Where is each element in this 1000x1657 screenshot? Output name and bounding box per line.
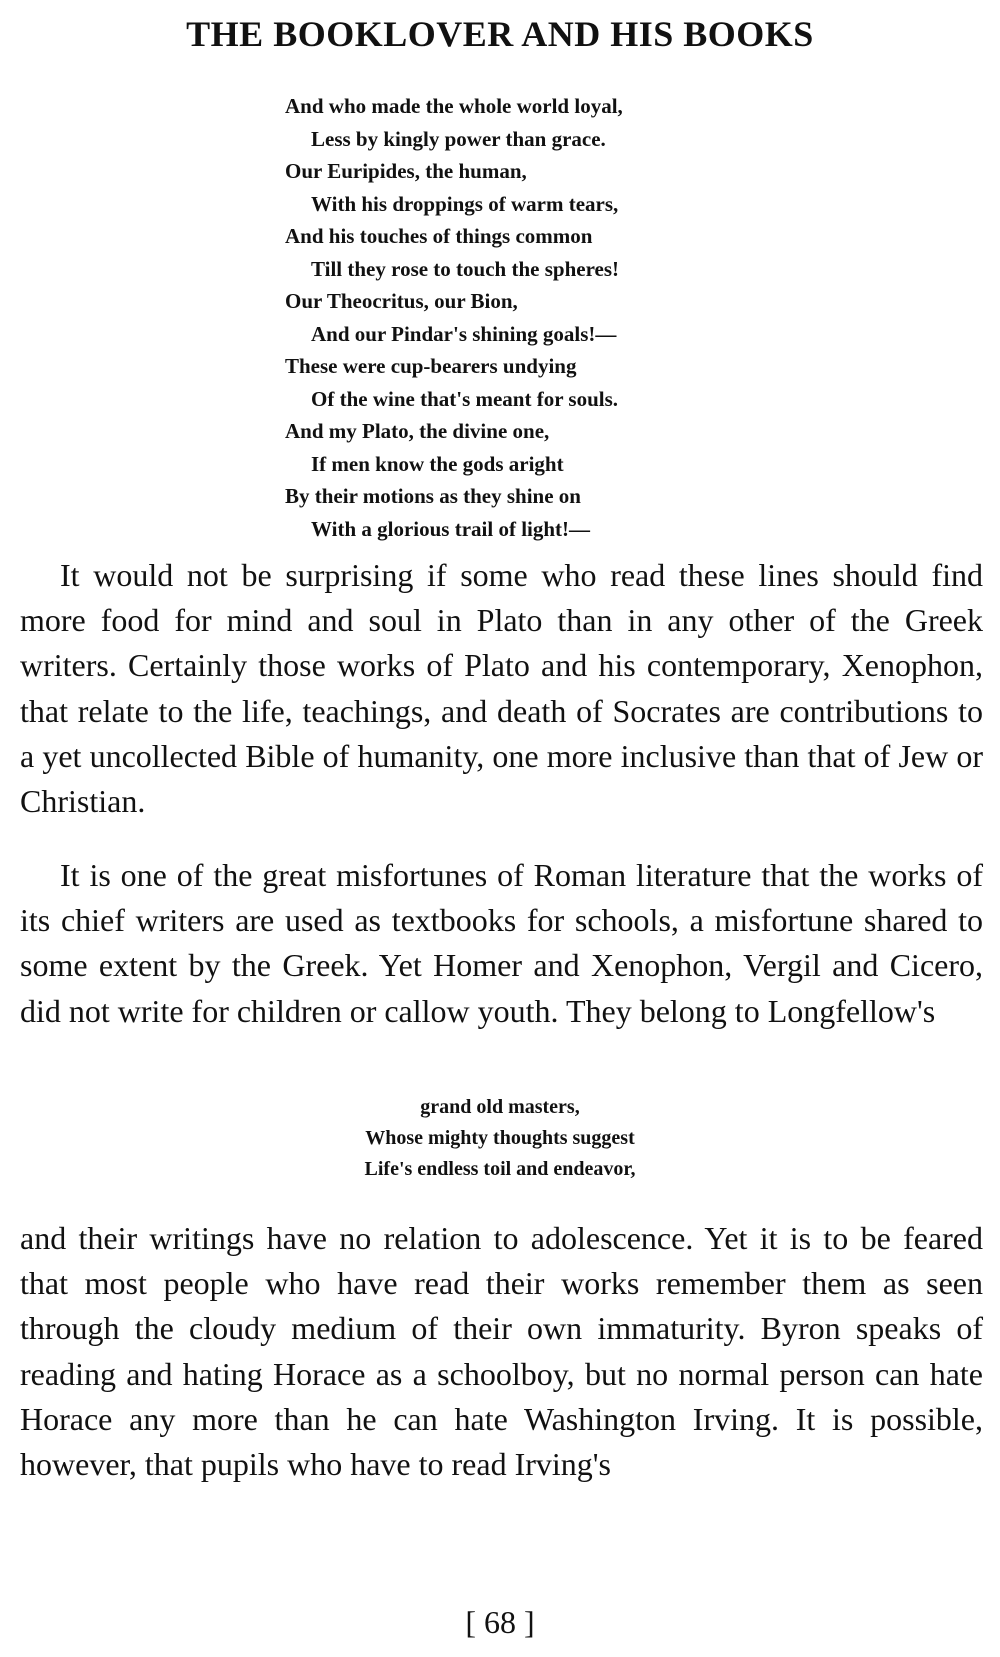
poem-line: And my Plato, the divine one, — [285, 419, 550, 443]
page-number: [ 68 ] — [465, 1604, 535, 1640]
longfellow-quote — [280, 1092, 720, 1185]
poem-line: Our Theocritus, our Bion, — [285, 289, 518, 313]
poem-line: By their motions as they shine on — [285, 484, 581, 508]
poem-line: And his touches of things common — [285, 224, 593, 248]
poem-line: Our Euripides, the human, — [285, 159, 527, 183]
quote-line: Whose mighty thoughts suggest — [365, 1127, 635, 1149]
running-title: THE BOOKLOVER AND HIS BOOKS — [186, 14, 814, 54]
poem-block — [285, 90, 805, 545]
body-paragraph: It would not be surprising if some who read these lines should find more food for mind and soul in Plato than in any other of the Greek writers. Certainly those works of Plato and his contemporary, Xenophon, that relate to the life, teachings, and death of Socrates are contributions to a yet uncollected Bible of humanity, one more inclusive than that of Jew or Christian. — [20, 557, 983, 820]
quote-line: Life's endless toil and endeavor, — [364, 1158, 636, 1180]
body-paragraph: It is one of the great misfortunes of Roman literature that the works of its chief writers are used as textbooks for schools, a misfortune shared to some extent by the Greek. Yet Homer and Xenophon, Vergil and Cicero, did not write for children or callow youth. They belong to Longfellow's — [20, 857, 983, 1029]
poem-line: And who made the whole world loyal, — [285, 94, 623, 118]
poem-line: Less by kingly power than grace. — [311, 126, 606, 151]
poem-line: These were cup-bearers undying — [285, 354, 577, 378]
poem-line: Of the wine that's meant for souls. — [311, 386, 619, 411]
body-paragraph: and their writings have no relation to adolescence. Yet it is to be feared that most people who have read their works remember them as seen through the cloudy medium of their own immaturity. Byron speaks of reading and hating Horace as a schoolboy, but no normal person can hate Horace any more than he can hate Washington Irving. It is possible, however, that pupils who have to read Irving's — [20, 1220, 983, 1483]
quote-line: grand old masters, — [420, 1096, 580, 1118]
poem-line: If men know the gods aright — [311, 451, 564, 476]
poem-line: With his droppings of warm tears, — [311, 191, 619, 216]
poem-line: And our Pindar's shining goals!— — [311, 321, 617, 346]
poem-line: With a glorious trail of light!— — [311, 516, 591, 541]
poem-line: Till they rose to touch the spheres! — [311, 256, 619, 281]
